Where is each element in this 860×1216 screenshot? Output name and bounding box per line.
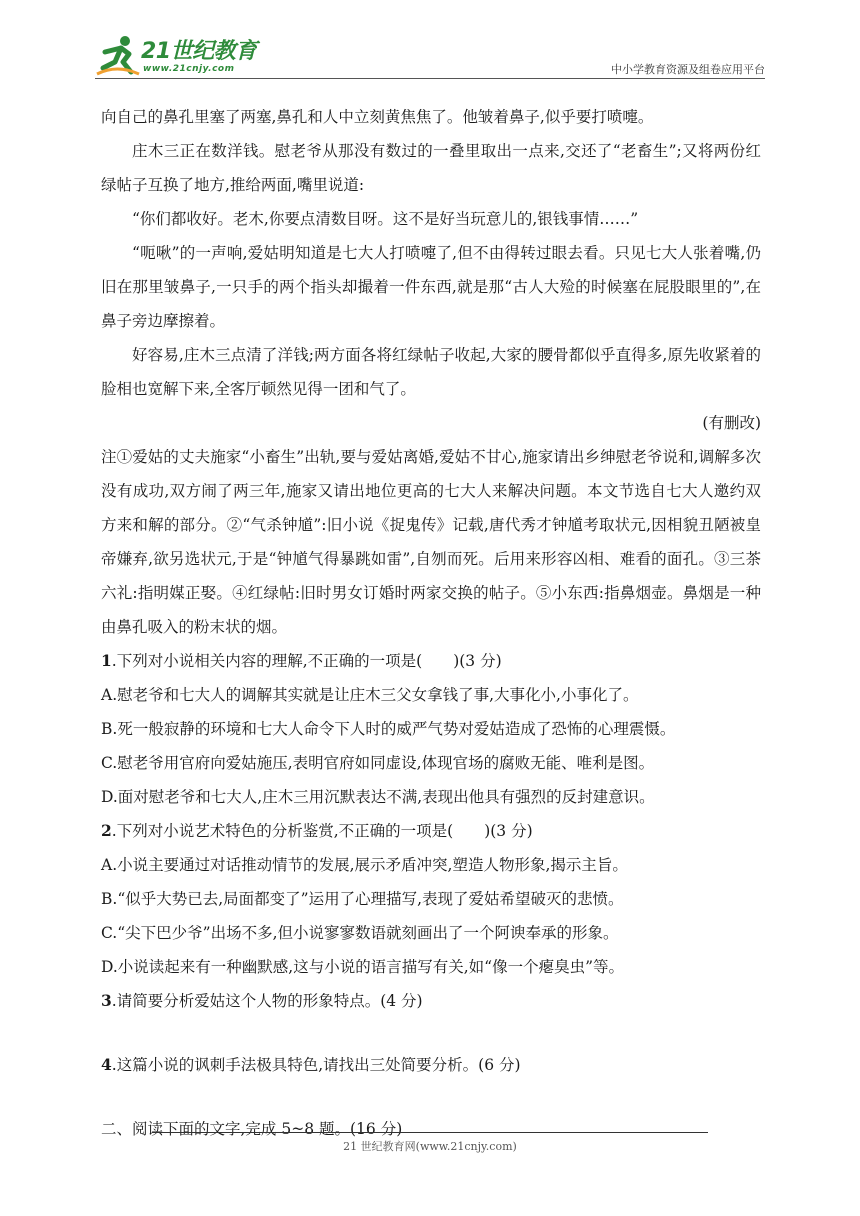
section-heading: 二、阅读下面的文字,完成 5~8 题。(16 分) (101, 1120, 403, 1138)
annotation-notes: 注①爱姑的丈夫施家“小畜生”出轨,要与爱姑离婚,爱姑不甘心,施家请出乡绅慰老爷说和,调解多次没有成功,双方闹了两三年,施家又请出地位更高的七大人来解决问题。本文节选自七大人邀约双方来和解的部分。②“气杀钟馗”:旧小说《捉鬼传》记载,唐代秀才钟馗考取状元,因相貌丑陋被皇帝嫌弃,欲另选状元,于是“钟馗气得暴跳如雷”,自刎而死。后用来形容凶相、难看的面孔。③三茶六礼:指明媒正娶。④红绿帖:旧时男女订婚时两家交换的帖子。⑤小东西:指鼻烟壶。鼻烟是一种由鼻孔吸入的粉末状的烟。 (101, 448, 761, 636)
page-header (95, 30, 765, 82)
question-text: .下列对小说艺术特色的分析鉴赏,不正确的一项是( )(3 分) (111, 822, 533, 840)
question-4 (101, 1048, 761, 1082)
question-number: 4 (101, 1055, 112, 1074)
logo-url: www.21cnjy.com (143, 64, 235, 74)
paragraph: “呃啾”的一声响,爱姑明知道是七大人打喷嚏了,但不由得转过眼去看。只见七大人张着嘴,仍旧在那里皱鼻子,一只手的两个指头却撮着一件东西,就是那“古人大殓的时候塞在屁股眼里的”,在鼻子旁边摩擦着。 (101, 244, 761, 330)
option-c: C.慰老爷用官府向爱姑施压,表明官府如同虚设,体现官场的腐败无能、唯利是图。 (101, 754, 655, 772)
option-a: A.慰老爷和七大人的调解其实就是让庄木三父女拿钱了事,大事化小,小事化了。 (101, 686, 639, 704)
question-text: .下列对小说相关内容的理解,不正确的一项是( )(3 分) (111, 652, 502, 670)
answer-space (101, 1082, 761, 1112)
logo-text: 21世纪教育 (141, 39, 257, 64)
question-text: .这篇小说的讽刺手法极具特色,请找出三处简要分析。(6 分) (111, 1056, 521, 1074)
question-stem (101, 644, 761, 678)
footer-divider (152, 1132, 708, 1133)
question-stem (101, 1048, 761, 1082)
page-content (101, 100, 761, 1146)
question-3 (101, 984, 761, 1018)
option-d: D.小说读起来有一种幽默感,这与小说的语言描写有关,如“像一个瘪臭虫”等。 (101, 958, 625, 976)
paragraph: “你们都收好。老木,你要点清数目呀。这不是好当玩意儿的,银钱事情……” (132, 210, 639, 228)
question-1 (101, 644, 761, 814)
paragraph: 向自己的鼻孔里塞了两塞,鼻孔和人中立刻黄焦焦了。他皱着鼻子,似乎要打喷嚏。 (101, 108, 654, 126)
paragraph: 庄木三正在数洋钱。慰老爷从那没有数过的一叠里取出一点来,交还了“老畜生”;又将两份红绿帖子互换了地方,推给两面,嘴里说道: (101, 142, 761, 194)
question-2 (101, 814, 761, 984)
question-number: 2 (101, 821, 112, 840)
footer-text: 21 世纪教育网(www.21cnjy.com) (343, 1140, 517, 1153)
question-stem (101, 814, 761, 848)
option-a: A.小说主要通过对话推动情节的发展,展示矛盾冲突,塑造人物形象,揭示主旨。 (101, 856, 628, 874)
option-b: B.“似乎大势已去,局面都变了”运用了心理描写,表现了爱姑希望破灭的悲愤。 (101, 890, 624, 908)
question-number: 1 (101, 651, 112, 670)
runner-logo-icon (95, 34, 141, 78)
platform-name: 中小学教育资源及组卷应用平台 (611, 63, 765, 76)
answer-space (101, 1018, 761, 1048)
option-b: B.死一般寂静的环境和七大人命令下人时的威严气势对爱姑造成了恐怖的心理震慑。 (101, 720, 676, 738)
option-d: D.面对慰老爷和七大人,庄木三用沉默表达不满,表现出他具有强烈的反封建意识。 (101, 788, 655, 806)
question-stem (101, 984, 761, 1018)
logo (95, 34, 265, 78)
question-number: 3 (101, 991, 112, 1010)
header-divider (95, 78, 765, 79)
source-note: (有删改) (702, 414, 761, 432)
question-text: .请简要分析爱姑这个人物的形象特点。(4 分) (111, 992, 423, 1010)
paragraph: 好容易,庄木三点清了洋钱;两方面各将红绿帖子收起,大家的腰骨都似乎直得多,原先收紧着的脸相也宽解下来,全客厅顿然见得一团和气了。 (101, 346, 761, 398)
option-c: C.“尖下巴少爷”出场不多,但小说寥寥数语就刻画出了一个阿谀奉承的形象。 (101, 924, 619, 942)
